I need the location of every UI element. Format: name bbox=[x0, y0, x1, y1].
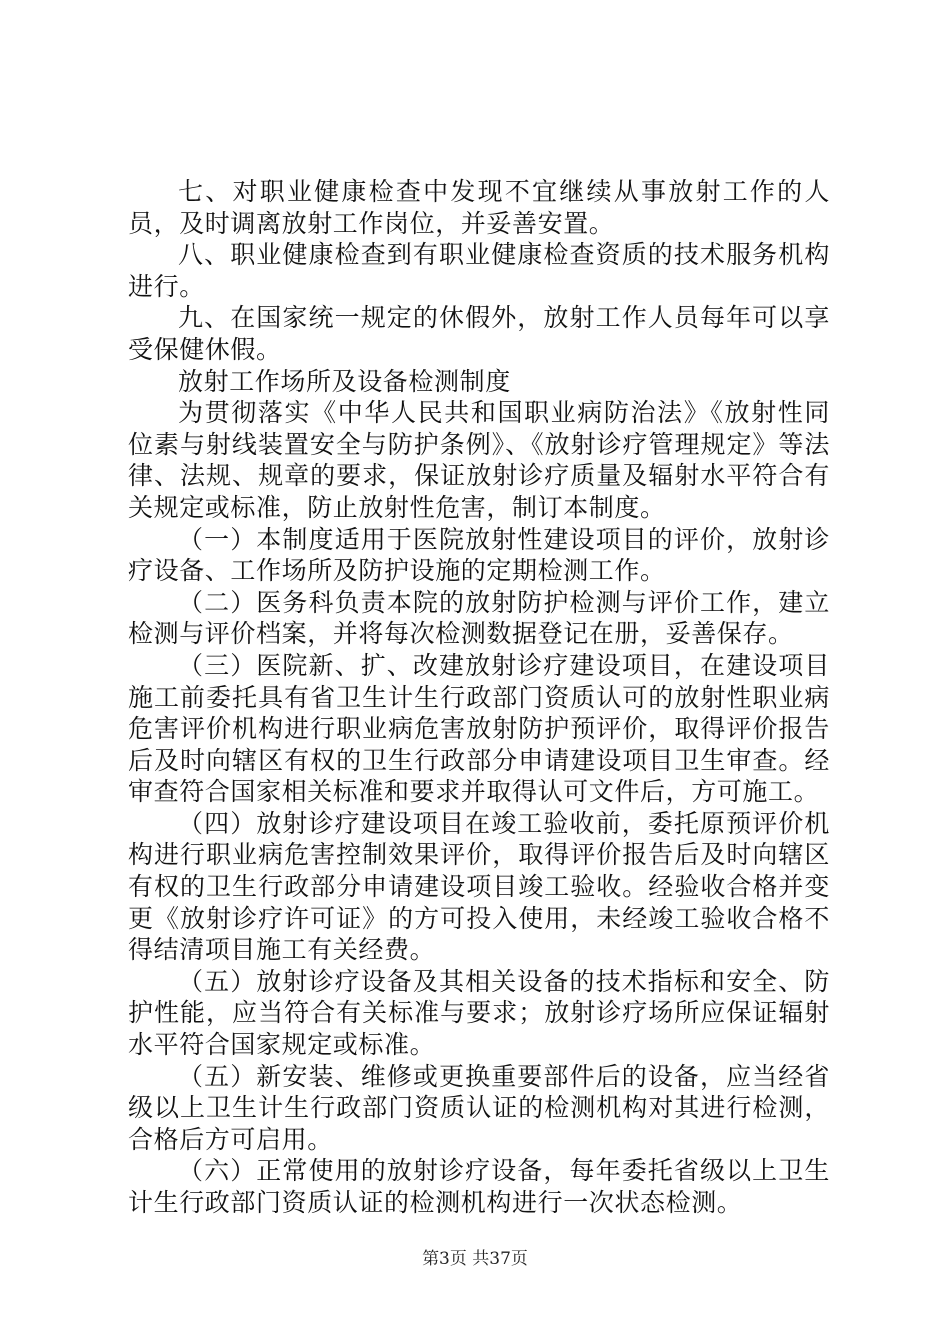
paragraph-9: 九、在国家统一规定的休假外，放射工作人员每年可以享受保健休假。 bbox=[128, 303, 830, 364]
clause-5a: （五）放射诊疗设备及其相关设备的技术指标和安全、防护性能，应当符合有关标准与要求；放射诊疗场所应保证辐射水平符合国家规定或标准。 bbox=[128, 966, 830, 1060]
clause-4: （四）放射诊疗建设项目在竣工验收前，委托原预评价机构进行职业病危害控制效果评价，取得评价报告后及时向辖区有权的卫生行政部分申请建设项目竣工验收。经验收合格并变更《放射诊疗许可证》的方可投入使用，未经竣工验收合格不得结清项目施工有关经费。 bbox=[128, 808, 830, 965]
paragraph-8: 八、职业健康检查到有职业健康检查资质的技术服务机构进行。 bbox=[128, 240, 830, 301]
clause-1: （一）本制度适用于医院放射性建设项目的评价，放射诊疗设备、工作场所及防护设施的定期检测工作。 bbox=[128, 524, 830, 586]
intro-paragraph: 为贯彻落实《中华人民共和国职业病防治法》《放射性同位素与射线装置安全与防护条例》、《放射诊疗管理规定》等法律、法规、规章的要求，保证放射诊疗质量及辐射水平符合有关规定或标准，防止放射性危害，制订本制度。 bbox=[128, 398, 830, 522]
clause-6: （六）正常使用的放射诊疗设备，每年委托省级以上卫生计生行政部门资质认证的检测机构进行一次状态检测。 bbox=[128, 1156, 830, 1217]
clause-5b: （五）新安装、维修或更换重要部件后的设备，应当经省级以上卫生计生行政部门资质认证的检测机构对其进行检测，合格后方可启用。 bbox=[128, 1061, 830, 1154]
section-title: 放射工作场所及设备检测制度 bbox=[178, 366, 511, 396]
document-body bbox=[128, 176, 830, 1219]
clause-2: （二）医务科负责本院的放射防护检测与评价工作，建立检测与评价档案，并将每次检测数据登记在册，妥善保存。 bbox=[128, 587, 830, 649]
page-number-footer: 第3页 共37页 bbox=[422, 1249, 528, 1269]
clause-3: （三）医院新、扩、改建放射诊疗建设项目，在建设项目施工前委托具有省卫生计生行政部门资质认可的放射性职业病危害评价机构进行职业病危害放射防护预评价，取得评价报告后及时向辖区有权的卫生行政部分申请建设项目卫生审查。经审查符合国家相关标准和要求并取得认可文件后，方可施工。 bbox=[128, 650, 830, 807]
paragraph-7: 七、对职业健康检查中发现不宜继续从事放射工作的人员，及时调离放射工作岗位，并妥善安置。 bbox=[128, 177, 830, 238]
